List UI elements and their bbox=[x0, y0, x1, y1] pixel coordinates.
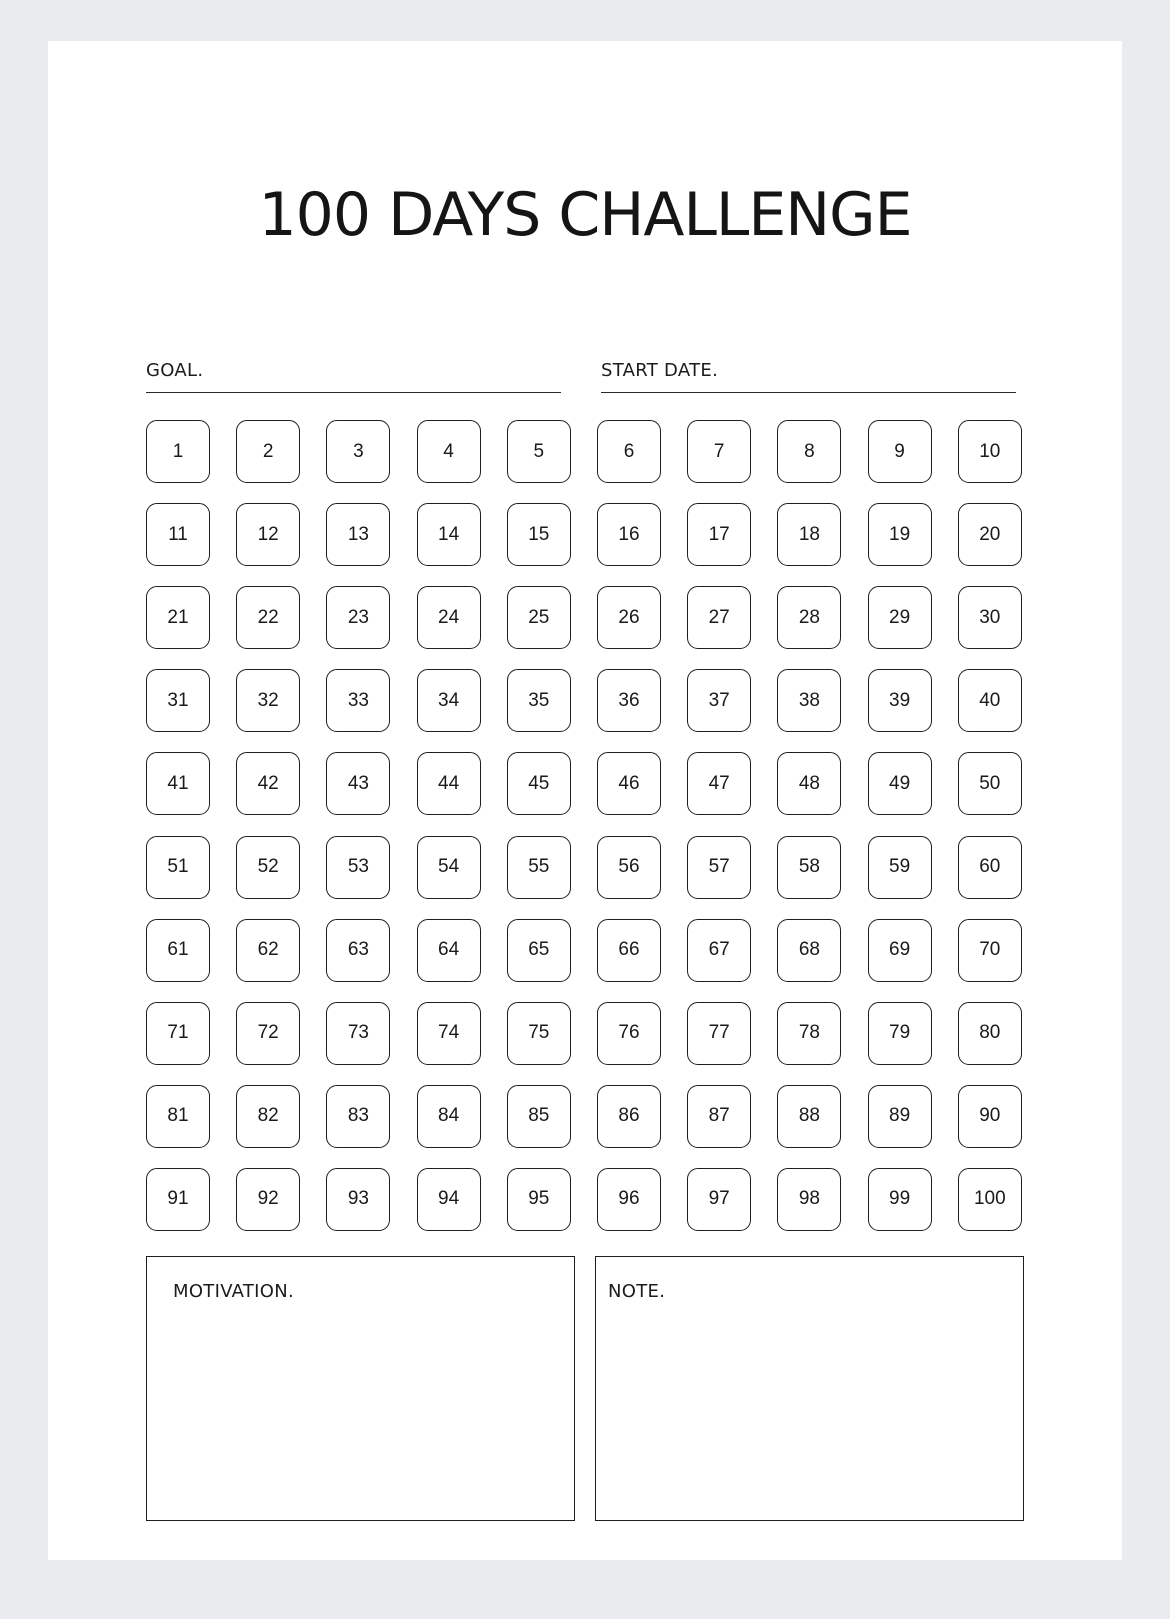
day-checkbox[interactable]: 71 bbox=[146, 1002, 210, 1065]
day-checkbox[interactable]: 68 bbox=[777, 919, 841, 982]
day-checkbox[interactable]: 94 bbox=[417, 1168, 481, 1231]
start-date-field[interactable] bbox=[601, 346, 1016, 393]
day-checkbox[interactable]: 38 bbox=[777, 669, 841, 732]
day-checkbox[interactable]: 78 bbox=[777, 1002, 841, 1065]
day-checkbox[interactable]: 97 bbox=[687, 1168, 751, 1231]
day-checkbox[interactable]: 89 bbox=[868, 1085, 932, 1148]
day-checkbox[interactable]: 23 bbox=[326, 586, 390, 649]
day-checkbox[interactable]: 54 bbox=[417, 836, 481, 899]
day-checkbox[interactable]: 36 bbox=[597, 669, 661, 732]
day-checkbox[interactable]: 35 bbox=[507, 669, 571, 732]
day-checkbox[interactable]: 32 bbox=[236, 669, 300, 732]
day-checkbox[interactable]: 22 bbox=[236, 586, 300, 649]
day-checkbox[interactable]: 47 bbox=[687, 752, 751, 815]
day-checkbox[interactable]: 24 bbox=[417, 586, 481, 649]
day-checkbox[interactable]: 8 bbox=[777, 420, 841, 483]
day-checkbox[interactable]: 19 bbox=[868, 503, 932, 566]
note-label: NOTE. bbox=[608, 1281, 666, 1302]
day-checkbox[interactable]: 39 bbox=[868, 669, 932, 732]
day-checkbox[interactable]: 88 bbox=[777, 1085, 841, 1148]
day-checkbox[interactable]: 62 bbox=[236, 919, 300, 982]
day-checkbox[interactable]: 92 bbox=[236, 1168, 300, 1231]
day-checkbox[interactable]: 74 bbox=[417, 1002, 481, 1065]
day-checkbox[interactable]: 53 bbox=[326, 836, 390, 899]
day-checkbox[interactable]: 99 bbox=[868, 1168, 932, 1231]
motivation-label: MOTIVATION. bbox=[173, 1281, 295, 1302]
day-checkbox[interactable]: 30 bbox=[958, 586, 1022, 649]
day-checkbox[interactable]: 60 bbox=[958, 836, 1022, 899]
day-checkbox[interactable]: 18 bbox=[777, 503, 841, 566]
day-checkbox[interactable]: 79 bbox=[868, 1002, 932, 1065]
day-checkbox[interactable]: 83 bbox=[326, 1085, 390, 1148]
day-checkbox[interactable]: 28 bbox=[777, 586, 841, 649]
day-checkbox[interactable]: 86 bbox=[597, 1085, 661, 1148]
day-checkbox[interactable]: 57 bbox=[687, 836, 751, 899]
day-checkbox[interactable]: 40 bbox=[958, 669, 1022, 732]
day-checkbox[interactable]: 2 bbox=[236, 420, 300, 483]
day-checkbox[interactable]: 15 bbox=[507, 503, 571, 566]
day-checkbox[interactable]: 14 bbox=[417, 503, 481, 566]
day-checkbox[interactable]: 34 bbox=[417, 669, 481, 732]
page-title: 100 DAYS CHALLENGE bbox=[258, 180, 912, 250]
day-checkbox[interactable]: 10 bbox=[958, 420, 1022, 483]
day-checkbox[interactable]: 55 bbox=[507, 836, 571, 899]
day-checkbox[interactable]: 52 bbox=[236, 836, 300, 899]
day-checkbox[interactable]: 41 bbox=[146, 752, 210, 815]
day-checkbox[interactable]: 25 bbox=[507, 586, 571, 649]
day-checkbox[interactable]: 72 bbox=[236, 1002, 300, 1065]
day-checkbox[interactable]: 82 bbox=[236, 1085, 300, 1148]
day-checkbox[interactable]: 95 bbox=[507, 1168, 571, 1231]
day-checkbox[interactable]: 11 bbox=[146, 503, 210, 566]
day-checkbox[interactable]: 65 bbox=[507, 919, 571, 982]
day-checkbox[interactable]: 3 bbox=[326, 420, 390, 483]
day-checkbox[interactable]: 42 bbox=[236, 752, 300, 815]
day-checkbox[interactable]: 96 bbox=[597, 1168, 661, 1231]
day-checkbox[interactable]: 49 bbox=[868, 752, 932, 815]
day-checkbox[interactable]: 56 bbox=[597, 836, 661, 899]
day-checkbox[interactable]: 87 bbox=[687, 1085, 751, 1148]
day-checkbox[interactable]: 59 bbox=[868, 836, 932, 899]
day-checkbox[interactable]: 45 bbox=[507, 752, 571, 815]
day-checkbox[interactable]: 13 bbox=[326, 503, 390, 566]
day-checkbox[interactable]: 75 bbox=[507, 1002, 571, 1065]
day-checkbox[interactable]: 43 bbox=[326, 752, 390, 815]
note-box[interactable] bbox=[595, 1256, 1024, 1521]
day-checkbox[interactable]: 27 bbox=[687, 586, 751, 649]
day-checkbox[interactable]: 58 bbox=[777, 836, 841, 899]
day-checkbox[interactable]: 48 bbox=[777, 752, 841, 815]
day-checkbox[interactable]: 63 bbox=[326, 919, 390, 982]
day-checkbox[interactable]: 84 bbox=[417, 1085, 481, 1148]
day-checkbox[interactable]: 5 bbox=[507, 420, 571, 483]
day-checkbox[interactable]: 44 bbox=[417, 752, 481, 815]
day-checkbox[interactable]: 70 bbox=[958, 919, 1022, 982]
day-checkbox[interactable]: 73 bbox=[326, 1002, 390, 1065]
day-grid bbox=[146, 420, 1026, 1235]
day-checkbox[interactable]: 77 bbox=[687, 1002, 751, 1065]
day-checkbox[interactable]: 51 bbox=[146, 836, 210, 899]
day-checkbox[interactable]: 46 bbox=[597, 752, 661, 815]
day-checkbox[interactable]: 21 bbox=[146, 586, 210, 649]
day-checkbox[interactable]: 12 bbox=[236, 503, 300, 566]
day-checkbox[interactable]: 80 bbox=[958, 1002, 1022, 1065]
day-checkbox[interactable]: 90 bbox=[958, 1085, 1022, 1148]
day-checkbox[interactable]: 37 bbox=[687, 669, 751, 732]
day-checkbox[interactable]: 50 bbox=[958, 752, 1022, 815]
day-checkbox[interactable]: 64 bbox=[417, 919, 481, 982]
day-checkbox[interactable]: 9 bbox=[868, 420, 932, 483]
day-checkbox[interactable]: 81 bbox=[146, 1085, 210, 1148]
day-checkbox[interactable]: 61 bbox=[146, 919, 210, 982]
day-checkbox[interactable]: 1 bbox=[146, 420, 210, 483]
day-checkbox[interactable]: 67 bbox=[687, 919, 751, 982]
day-checkbox[interactable]: 29 bbox=[868, 586, 932, 649]
day-checkbox[interactable]: 66 bbox=[597, 919, 661, 982]
day-checkbox[interactable]: 26 bbox=[597, 586, 661, 649]
day-checkbox[interactable]: 93 bbox=[326, 1168, 390, 1231]
day-checkbox[interactable]: 16 bbox=[597, 503, 661, 566]
start-date-label: START DATE. bbox=[601, 360, 719, 381]
day-checkbox[interactable]: 33 bbox=[326, 669, 390, 732]
goal-label: GOAL. bbox=[146, 360, 204, 381]
worksheet-page bbox=[48, 41, 1122, 1560]
day-checkbox[interactable]: 4 bbox=[417, 420, 481, 483]
motivation-box[interactable] bbox=[146, 1256, 575, 1521]
day-checkbox[interactable]: 100 bbox=[958, 1168, 1022, 1231]
day-checkbox[interactable]: 91 bbox=[146, 1168, 210, 1231]
day-checkbox[interactable]: 76 bbox=[597, 1002, 661, 1065]
day-checkbox[interactable]: 6 bbox=[597, 420, 661, 483]
day-checkbox[interactable]: 20 bbox=[958, 503, 1022, 566]
day-checkbox[interactable]: 31 bbox=[146, 669, 210, 732]
day-checkbox[interactable]: 98 bbox=[777, 1168, 841, 1231]
day-checkbox[interactable]: 17 bbox=[687, 503, 751, 566]
day-checkbox[interactable]: 69 bbox=[868, 919, 932, 982]
day-checkbox[interactable]: 7 bbox=[687, 420, 751, 483]
goal-field[interactable] bbox=[146, 346, 561, 393]
day-checkbox[interactable]: 85 bbox=[507, 1085, 571, 1148]
